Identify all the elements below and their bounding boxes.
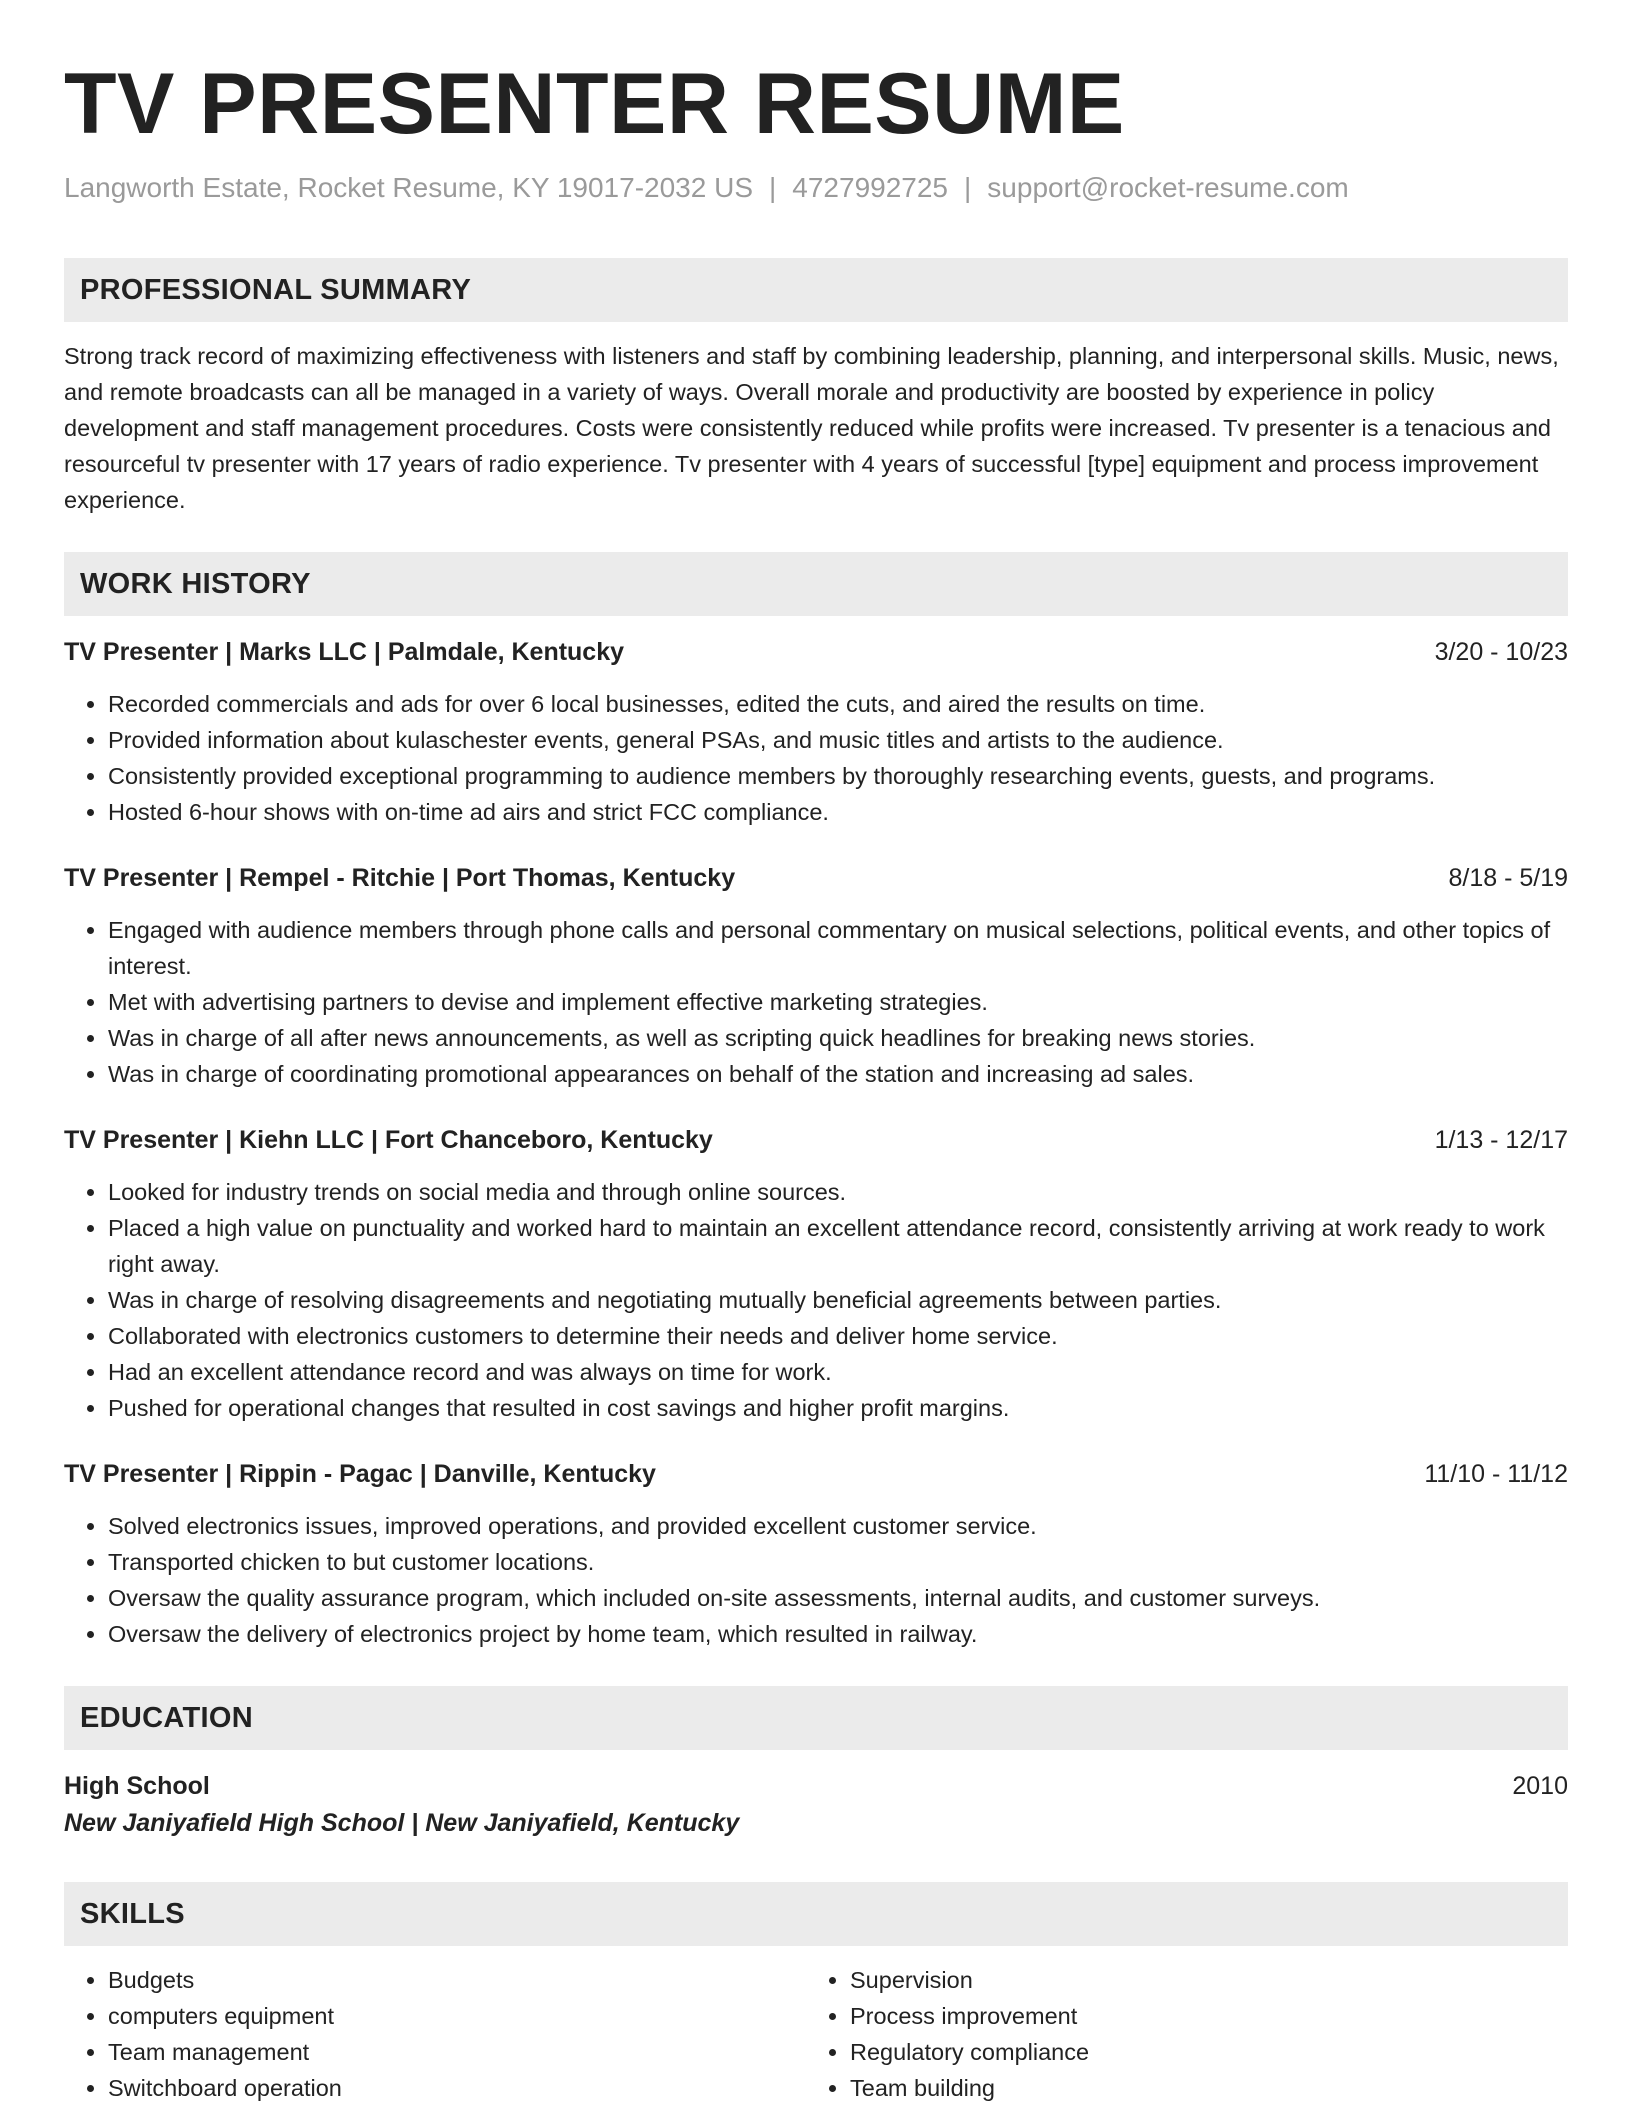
job-entry — [64, 860, 1568, 1092]
section-header-education: EDUCATION — [64, 1686, 1568, 1750]
job-dates: 11/10 - 11/12 — [1424, 1460, 1568, 1488]
job-bullet: • Transported chicken to but customer locations. — [108, 1544, 1568, 1580]
section-header-skills: SKILLS — [64, 1882, 1568, 1946]
job-bullet: • Pushed for operational changes that resulted in cost savings and higher profit margins. — [108, 1390, 1568, 1426]
job-bullet: • Placed a high value on punctuality and worked hard to maintain an excellent attendance record, consistently arriving at work ready to work right away. — [108, 1210, 1568, 1282]
job-bullet: • Engaged with audience members through phone calls and personal commentary on musical selections, political events, and other topics of interest. — [108, 912, 1568, 984]
skills-list-left — [64, 1962, 806, 2106]
job-bullet: • Collaborated with electronics customers to determine their needs and deliver home service. — [108, 1318, 1568, 1354]
job-bullet: • Solved electronics issues, improved operations, and provided excellent customer service. — [108, 1508, 1568, 1544]
job-bullet: • Recorded commercials and ads for over 6 local businesses, edited the cuts, and aired the results on time. — [108, 686, 1568, 722]
section-header-work-history: WORK HISTORY — [64, 552, 1568, 616]
education-school: New Janiyafield High School | New Janiyafield, Kentucky — [64, 1809, 740, 1837]
job-entry — [64, 1456, 1568, 1652]
contact-line — [64, 170, 1568, 206]
skills-columns — [64, 1962, 1568, 2106]
education-year: 2010 — [1512, 1772, 1568, 1800]
job-title: TV Presenter | Rippin - Pagac | Danville, Kentucky — [64, 1460, 656, 1488]
skill-item: • Switchboard operation — [108, 2070, 806, 2106]
job-dates: 1/13 - 12/17 — [1434, 1126, 1568, 1154]
job-entry — [64, 1122, 1568, 1426]
job-header — [64, 634, 1568, 670]
job-header — [64, 860, 1568, 896]
job-bullets — [64, 912, 1568, 1092]
contact-phone: 4727992725 — [792, 172, 949, 203]
job-bullet: • Consistently provided exceptional programming to audience members by thoroughly researching events, guests, and programs. — [108, 758, 1568, 794]
skill-item: • Budgets — [108, 1962, 806, 1998]
section-header-summary: PROFESSIONAL SUMMARY — [64, 258, 1568, 322]
contact-separator: | — [769, 172, 777, 203]
education-degree: High School — [64, 1772, 210, 1800]
job-bullets — [64, 1508, 1568, 1652]
job-dates: 3/20 - 10/23 — [1434, 638, 1568, 666]
skill-item: • Supervision — [850, 1962, 1548, 1998]
skills-list-right — [806, 1962, 1548, 2106]
job-header — [64, 1456, 1568, 1492]
contact-separator: | — [964, 172, 972, 203]
job-bullets — [64, 1174, 1568, 1426]
job-bullet: • Oversaw the quality assurance program, which included on-site assessments, internal audits, and customer surveys. — [108, 1580, 1568, 1616]
summary-text: Strong track record of maximizing effectiveness with listeners and staff by combining leadership, planning, and interpersonal skills. Music, news, and remote broadcasts can all be managed in a variety of ways. Overall morale and productivity are boosted by experience in policy development and staff management procedures. Costs were consistently reduced while profits were increased. Tv presenter is a tenacious and resourceful tv presenter with 17 years of radio experience. Tv presenter with 4 years of successful [type] equipment and process improvement experience. — [64, 343, 1559, 513]
job-title: TV Presenter | Kiehn LLC | Fort Chanceboro, Kentucky — [64, 1126, 713, 1154]
job-bullet: • Was in charge of all after news announcements, as well as scripting quick headlines for breaking news stories. — [108, 1020, 1568, 1056]
job-title: TV Presenter | Rempel - Ritchie | Port Thomas, Kentucky — [64, 864, 736, 892]
education-row — [64, 1768, 1568, 1804]
resume-title: TV PRESENTER RESUME — [64, 56, 1125, 152]
skill-item: • computers equipment — [108, 1998, 806, 2034]
skill-item: • Process improvement — [850, 1998, 1548, 2034]
job-entry — [64, 634, 1568, 830]
skill-item: • Team building — [850, 2070, 1548, 2106]
job-bullet: • Was in charge of resolving disagreements and negotiating mutually beneficial agreements between parties. — [108, 1282, 1568, 1318]
job-bullet: • Was in charge of coordinating promotional appearances on behalf of the station and increasing ad sales. — [108, 1056, 1568, 1092]
resume-page — [64, 54, 1568, 2106]
job-bullets — [64, 686, 1568, 830]
job-bullet: • Looked for industry trends on social media and through online sources. — [108, 1174, 1568, 1210]
contact-address: Langworth Estate, Rocket Resume, KY 19017-2032 US — [64, 172, 753, 203]
job-bullet: • Hosted 6-hour shows with on-time ad airs and strict FCC compliance. — [108, 794, 1568, 830]
job-bullet: • Met with advertising partners to devise and implement effective marketing strategies. — [108, 984, 1568, 1020]
contact-email: support@rocket-resume.com — [987, 172, 1349, 203]
job-dates: 8/18 - 5/19 — [1448, 864, 1568, 892]
job-header — [64, 1122, 1568, 1158]
job-bullet: • Had an excellent attendance record and was always on time for work. — [108, 1354, 1568, 1390]
skill-item: • Team management — [108, 2034, 806, 2070]
job-bullet: • Provided information about kulaschester events, general PSAs, and music titles and artists to the audience. — [108, 722, 1568, 758]
job-title: TV Presenter | Marks LLC | Palmdale, Kentucky — [64, 638, 625, 666]
skill-item: • Regulatory compliance — [850, 2034, 1548, 2070]
job-bullet: • Oversaw the delivery of electronics project by home team, which resulted in railway. — [108, 1616, 1568, 1652]
